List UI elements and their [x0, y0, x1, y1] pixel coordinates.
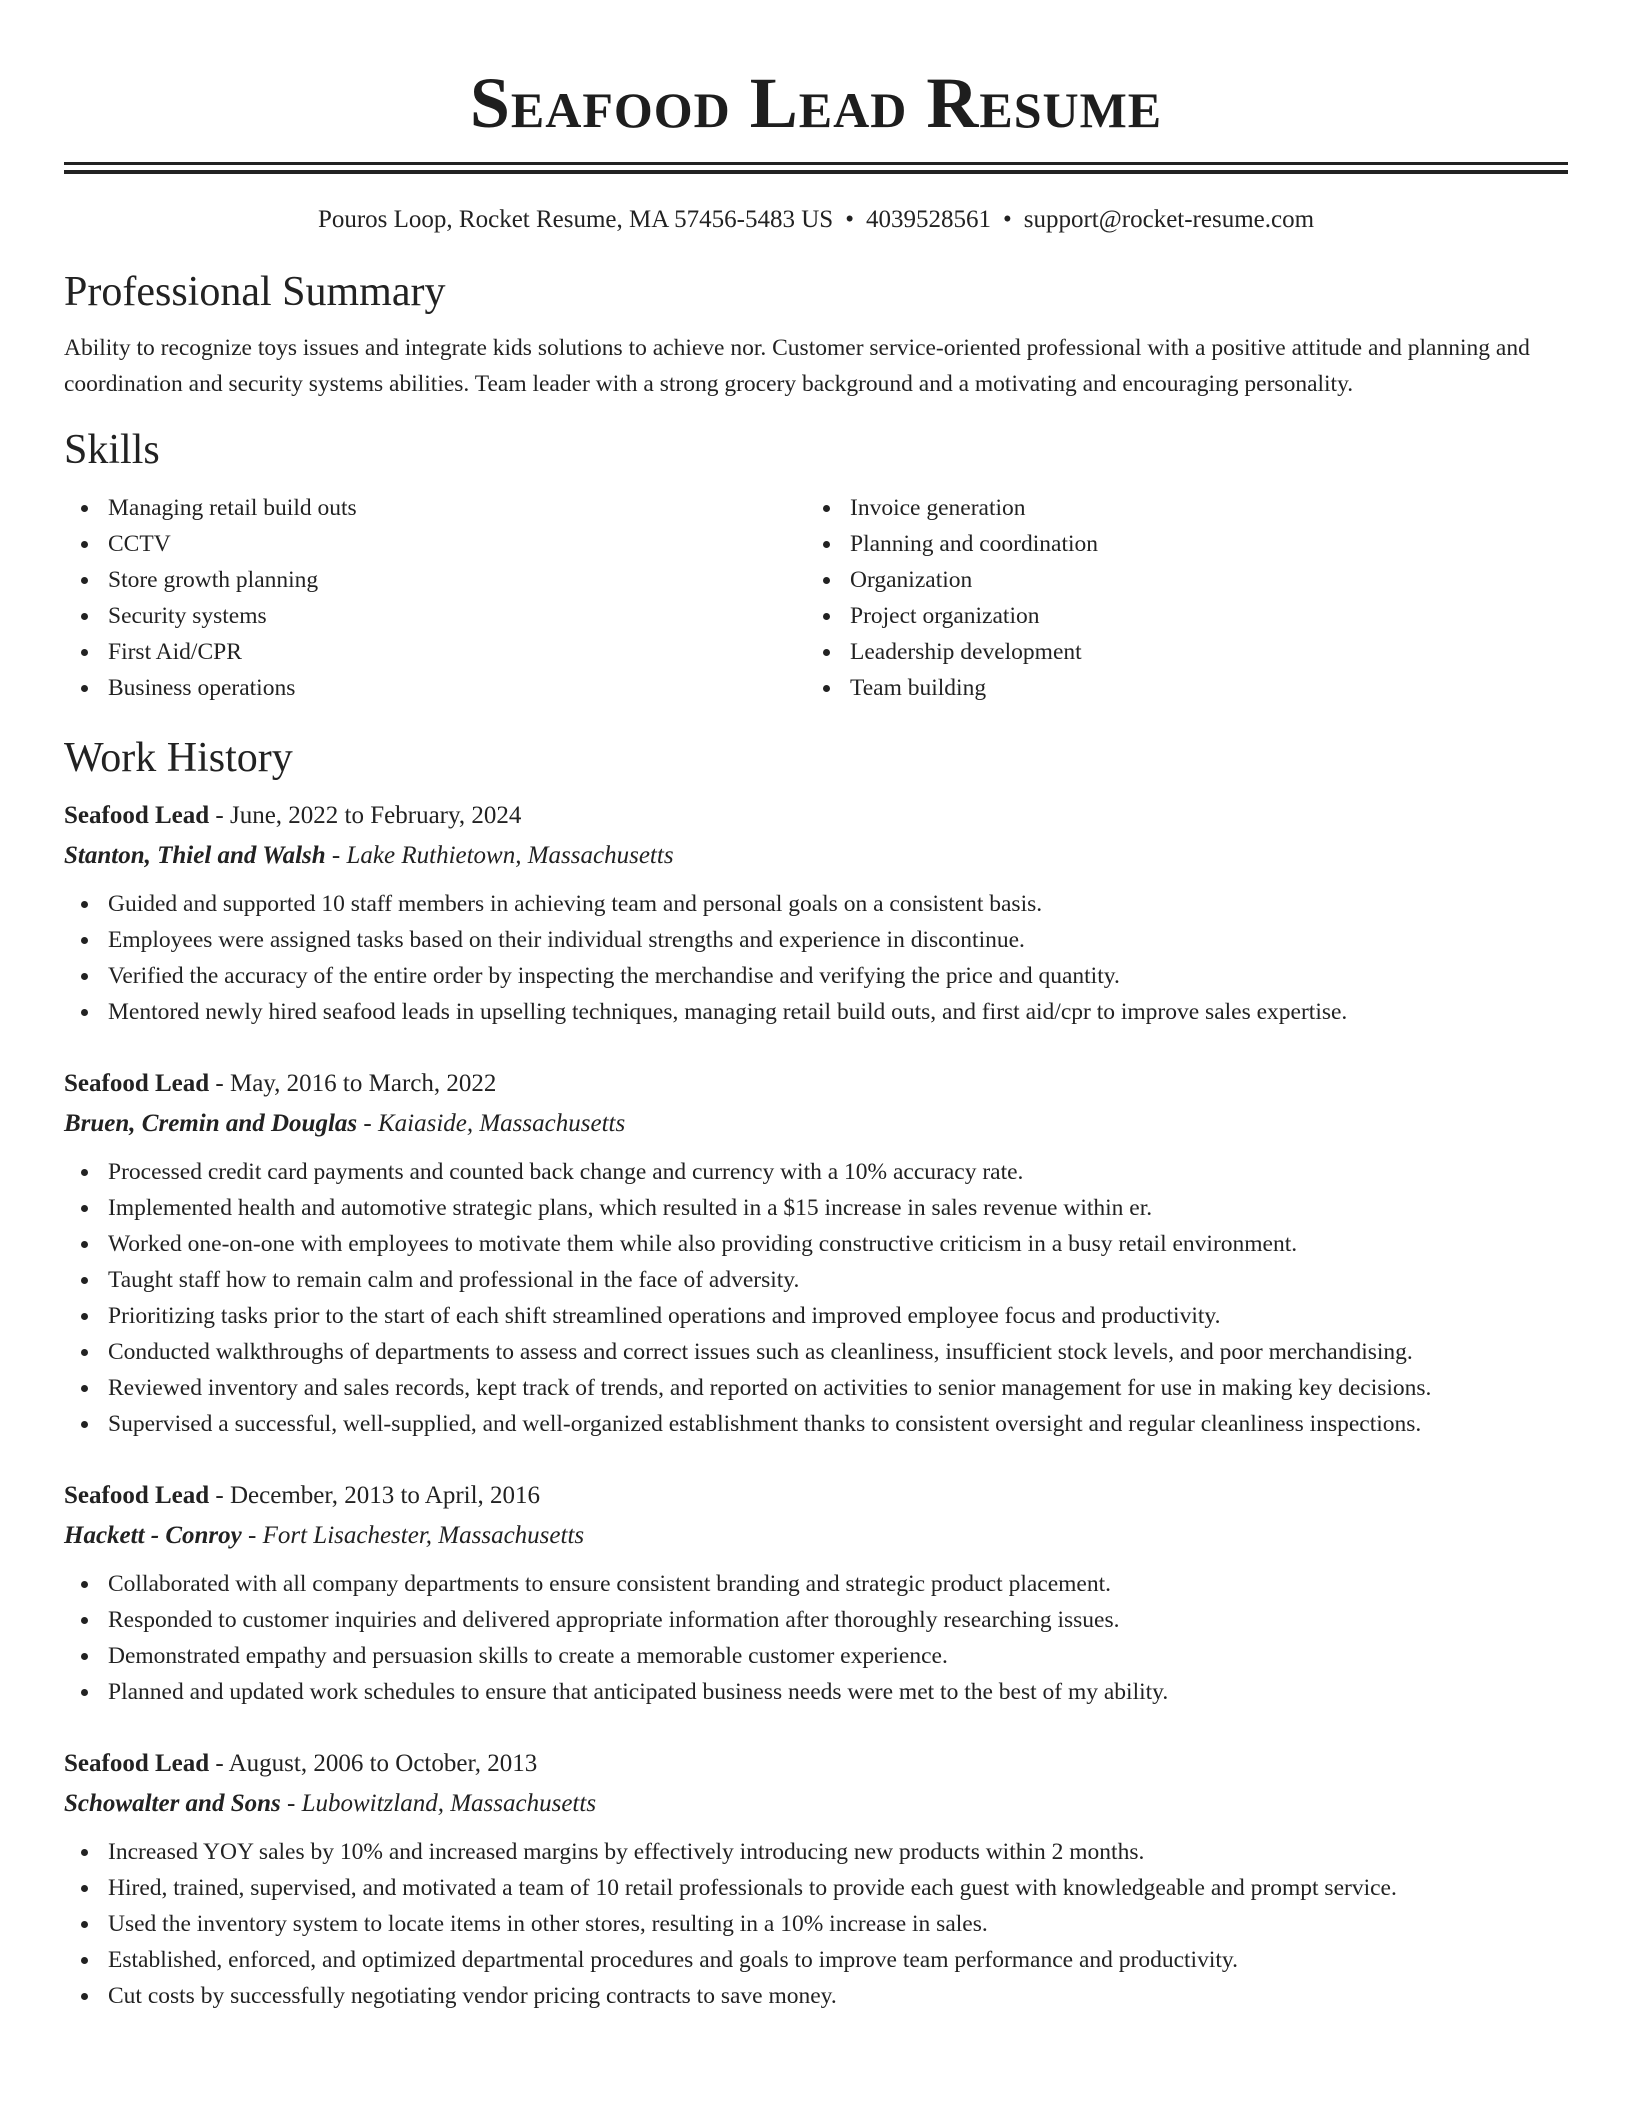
job-entry — [64, 796, 1568, 1030]
job-bullet: Verified the accuracy of the entire order by inspecting the merchandise and verifying the price and quantity. — [64, 958, 1568, 994]
job-entry — [64, 1744, 1568, 2014]
job-company: Stanton, Thiel and Walsh — [64, 842, 326, 869]
job-dash: - — [357, 1110, 378, 1137]
contact-phone: 4039528561 — [865, 206, 991, 233]
work-history-heading: Work History — [64, 735, 293, 781]
job-bullet: Mentored newly hired seafood leads in upselling techniques, managing retail build outs, and first aid/cpr to improve sales expertise. — [64, 994, 1568, 1030]
job-role: Seafood Lead — [64, 1482, 210, 1509]
job-dash: - — [209, 802, 230, 829]
job-entry — [64, 1064, 1568, 1442]
skills-column-right — [806, 490, 1548, 706]
summary-text: Ability to recognize toys issues and integrate kids solutions to achieve nor. Customer service-oriented professional with a positive attitude and planning and coordination and security systems abilities. Team leader with a strong grocery background and a motivating and encouraging personality. — [64, 335, 1530, 397]
skill-item: Security systems — [64, 598, 806, 634]
contact-line — [64, 204, 1568, 236]
job-dash: - — [325, 842, 347, 869]
job-location: Lubowitzland, Massachusetts — [301, 1790, 597, 1817]
job-employer — [64, 1104, 1568, 1144]
resume-page — [64, 0, 1568, 2014]
job-company: Schowalter and Sons — [64, 1790, 281, 1817]
title-divider — [64, 162, 1568, 174]
skill-item: Invoice generation — [806, 490, 1548, 526]
job-bullet: Worked one-on-one with employees to motivate them while also providing constructive criticism in a busy retail environment. — [64, 1226, 1568, 1262]
skill-item: Planning and coordination — [806, 526, 1548, 562]
job-bullet: Established, enforced, and optimized departmental procedures and goals to improve team performance and productivity. — [64, 1942, 1568, 1978]
job-dates: May, 2016 to March, 2022 — [229, 1070, 497, 1097]
job-bullets — [64, 1834, 1568, 2014]
job-role: Seafood Lead — [64, 1750, 210, 1777]
job-bullet: Reviewed inventory and sales records, kept track of trends, and reported on activities to senior management for use in making key decisions. — [64, 1370, 1568, 1406]
job-dash: - — [209, 1482, 230, 1509]
job-header — [64, 1744, 1568, 1784]
work-history-list — [64, 796, 1568, 2014]
job-bullet: Responded to customer inquiries and delivered appropriate information after thoroughly researching issues. — [64, 1602, 1568, 1638]
job-entry — [64, 1476, 1568, 1710]
skill-item: Organization — [806, 562, 1548, 598]
job-bullet: Conducted walkthroughs of departments to assess and correct issues such as cleanliness, insufficient stock levels, and poor merchandising. — [64, 1334, 1568, 1370]
job-bullet: Supervised a successful, well-supplied, and well-organized establishment thanks to consistent oversight and regular cleanliness inspections. — [64, 1406, 1568, 1442]
skills-list — [64, 490, 1568, 706]
job-bullet: Employees were assigned tasks based on their individual strengths and experience in discontinue. — [64, 922, 1568, 958]
job-bullet: Collaborated with all company departments to ensure consistent branding and strategic product placement. — [64, 1566, 1568, 1602]
job-employer — [64, 836, 1568, 876]
job-bullets — [64, 886, 1568, 1030]
job-location: Fort Lisachester, Massachusetts — [262, 1522, 585, 1549]
job-dates: December, 2013 to April, 2016 — [229, 1482, 541, 1509]
job-bullet: Demonstrated empathy and persuasion skills to create a memorable customer experience. — [64, 1638, 1568, 1674]
contact-email: support@rocket-resume.com — [1023, 206, 1315, 233]
job-bullet: Guided and supported 10 staff members in achieving team and personal goals on a consistent basis. — [64, 886, 1568, 922]
skill-item: CCTV — [64, 526, 806, 562]
job-bullet: Processed credit card payments and counted back change and currency with a 10% accuracy rate. — [64, 1154, 1568, 1190]
skill-item: Project organization — [806, 598, 1548, 634]
skills-column-left — [64, 490, 806, 706]
job-dash: - — [280, 1790, 302, 1817]
job-bullets — [64, 1566, 1568, 1710]
resume-title: Seafood Lead Resume — [469, 63, 1163, 143]
job-bullet: Cut costs by successfully negotiating vendor pricing contracts to save money. — [64, 1978, 1568, 2014]
job-header — [64, 796, 1568, 836]
contact-address: Pouros Loop, Rocket Resume, MA 57456-5483 US — [317, 206, 834, 233]
job-dates: June, 2022 to February, 2024 — [229, 802, 522, 829]
job-dates: August, 2006 to October, 2013 — [228, 1750, 538, 1777]
contact-separator: • — [1002, 206, 1012, 233]
job-location: Lake Ruthietown, Massachusetts — [346, 842, 674, 869]
job-bullet: Increased YOY sales by 10% and increased margins by effectively introducing new products within 2 months. — [64, 1834, 1568, 1870]
job-bullet: Prioritizing tasks prior to the start of each shift streamlined operations and improved employee focus and productivity. — [64, 1298, 1568, 1334]
job-location: Kaiaside, Massachusetts — [377, 1110, 626, 1137]
job-bullet: Hired, trained, supervised, and motivated a team of 10 retail professionals to provide each guest with knowledgeable and prompt service. — [64, 1870, 1568, 1906]
skill-item: Leadership development — [806, 634, 1548, 670]
job-company: Bruen, Cremin and Douglas — [64, 1110, 358, 1137]
summary-heading: Professional Summary — [64, 269, 446, 315]
job-bullet: Implemented health and automotive strategic plans, which resulted in a $15 increase in sales revenue within er. — [64, 1190, 1568, 1226]
job-employer — [64, 1516, 1568, 1556]
job-dash: - — [241, 1522, 263, 1549]
skill-item: First Aid/CPR — [64, 634, 806, 670]
job-bullet: Taught staff how to remain calm and professional in the face of adversity. — [64, 1262, 1568, 1298]
job-dash: - — [209, 1070, 230, 1097]
skill-item: Managing retail build outs — [64, 490, 806, 526]
job-bullets — [64, 1154, 1568, 1442]
contact-separator: • — [845, 206, 854, 233]
job-dash: - — [209, 1750, 229, 1777]
job-bullet: Used the inventory system to locate items in other stores, resulting in a 10% increase in sales. — [64, 1906, 1568, 1942]
skill-item: Business operations — [64, 670, 806, 706]
job-header — [64, 1476, 1568, 1516]
job-role: Seafood Lead — [64, 802, 210, 829]
skills-heading: Skills — [64, 427, 160, 473]
job-employer — [64, 1784, 1568, 1824]
job-role: Seafood Lead — [64, 1070, 210, 1097]
job-bullet: Planned and updated work schedules to ensure that anticipated business needs were met to the best of my ability. — [64, 1674, 1568, 1710]
skill-item: Team building — [806, 670, 1548, 706]
job-header — [64, 1064, 1568, 1104]
skill-item: Store growth planning — [64, 562, 806, 598]
job-company: Hackett - Conroy — [64, 1522, 242, 1549]
